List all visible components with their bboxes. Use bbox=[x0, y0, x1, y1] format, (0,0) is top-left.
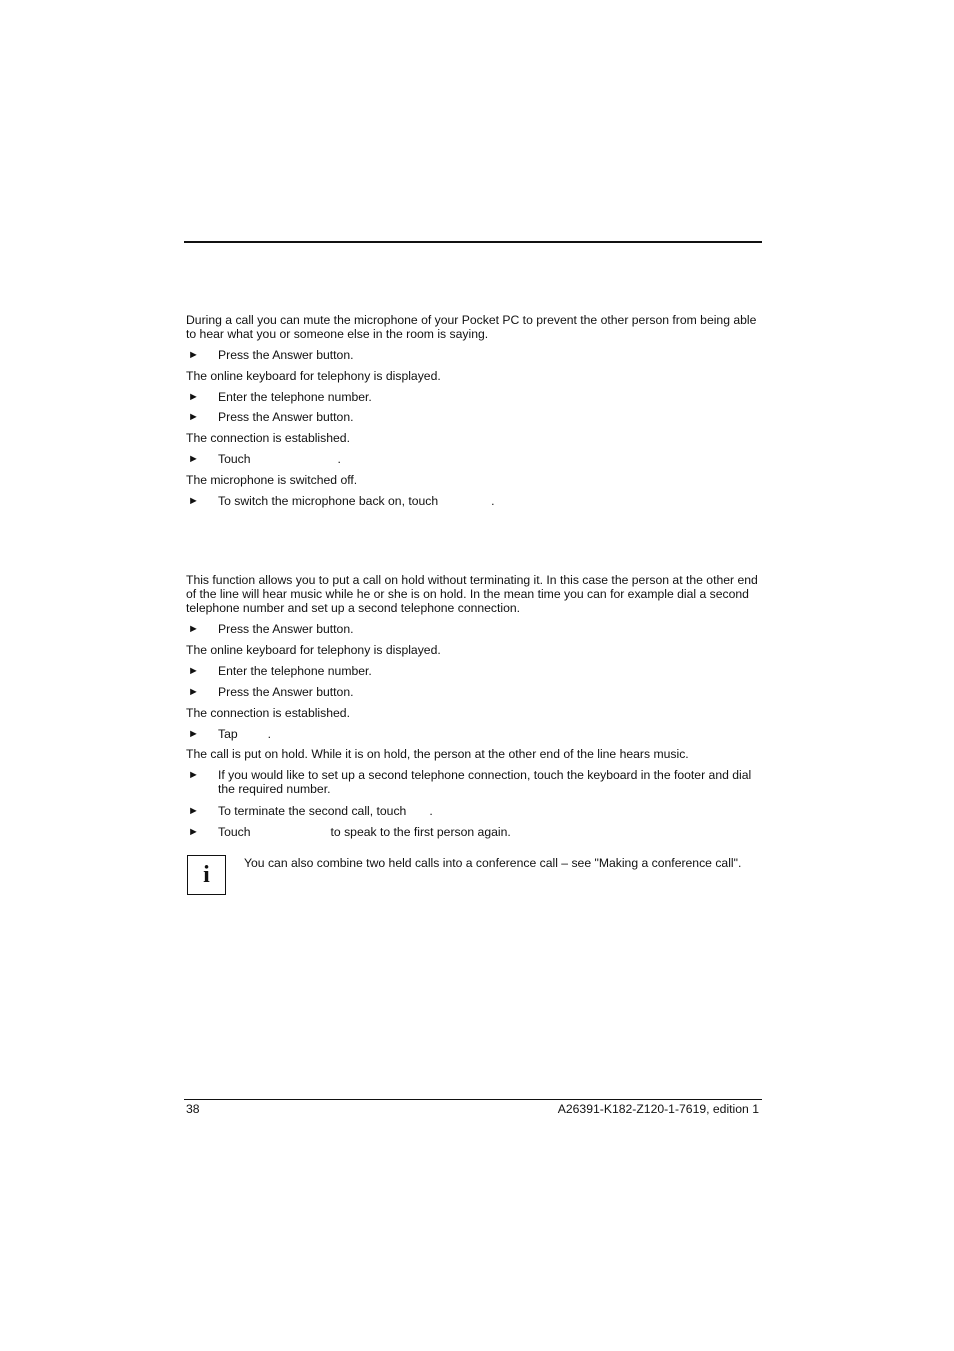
result-text: The connection is established. bbox=[186, 706, 350, 720]
bullet-arrow-icon: ► bbox=[188, 686, 199, 698]
bullet-arrow-icon: ► bbox=[188, 495, 199, 507]
footer-rule bbox=[184, 1099, 762, 1100]
bullet-arrow-icon: ► bbox=[188, 411, 199, 423]
result-text: The microphone is switched off. bbox=[186, 473, 358, 487]
bullet-arrow-icon: ► bbox=[188, 769, 199, 781]
bullet-arrow-icon: ► bbox=[188, 665, 199, 677]
step-text: Enter the telephone number. bbox=[218, 664, 372, 678]
result-text: The online keyboard for telephony is displayed. bbox=[186, 369, 441, 383]
mute-intro: During a call you can mute the microphone of your Pocket PC to prevent the other person from being able to hear what you or someone else in the room is saying. bbox=[186, 313, 757, 341]
result-text: The connection is established. bbox=[186, 431, 350, 445]
step-text: If you would like to set up a second telephone connection, touch the keyboard in the footer and dial the required number. bbox=[218, 768, 752, 796]
step-text: Press the Answer button. bbox=[218, 622, 354, 636]
step-text-suffix: . bbox=[429, 804, 433, 818]
bullet-arrow-icon: ► bbox=[188, 728, 199, 740]
step-text: Enter the telephone number. bbox=[218, 390, 372, 404]
bullet-arrow-icon: ► bbox=[188, 391, 199, 403]
step-text: Press the Answer button. bbox=[218, 410, 354, 424]
step-text: To switch the microphone back on, touch bbox=[218, 494, 439, 508]
step-text-suffix: to speak to the first person again. bbox=[330, 825, 511, 839]
info-note: You can also combine two held calls into a conference call – see "Making a conference call". bbox=[244, 856, 742, 870]
step-text-suffix: . bbox=[337, 452, 341, 466]
bullet-arrow-icon: ► bbox=[188, 453, 199, 465]
step-text-suffix: . bbox=[267, 727, 272, 741]
step-text: Press the Answer button. bbox=[218, 348, 354, 362]
result-text: The online keyboard for telephony is displayed. bbox=[186, 643, 441, 657]
step-text: Press the Answer button. bbox=[218, 685, 354, 699]
bullet-arrow-icon: ► bbox=[188, 826, 199, 838]
step-text: Touch bbox=[218, 825, 251, 839]
page-number: 38 bbox=[186, 1102, 200, 1116]
step-text-suffix: . bbox=[491, 494, 495, 508]
bullet-arrow-icon: ► bbox=[188, 805, 199, 817]
step-text: Tap bbox=[218, 727, 238, 741]
step-text: To terminate the second call, touch bbox=[218, 804, 407, 818]
result-text: The call is put on hold. While it is on hold, the person at the other end of the line hears music. bbox=[186, 747, 689, 761]
header-rule bbox=[184, 241, 762, 243]
info-icon bbox=[187, 855, 226, 895]
bullet-arrow-icon: ► bbox=[188, 349, 199, 361]
document-id: A26391-K182-Z120-1-7619, edition 1 bbox=[557, 1102, 759, 1116]
hold-intro: This function allows you to put a call on hold without terminating it. In this case the person at the other end of the line will hear music while he or she is on hold. In the mean time you can for example dial a second telephone number and set up a second telephone connection. bbox=[186, 573, 758, 615]
bullet-arrow-icon: ► bbox=[188, 623, 199, 635]
info-icon-letter: i bbox=[203, 862, 210, 888]
step-text: Touch bbox=[218, 452, 251, 466]
